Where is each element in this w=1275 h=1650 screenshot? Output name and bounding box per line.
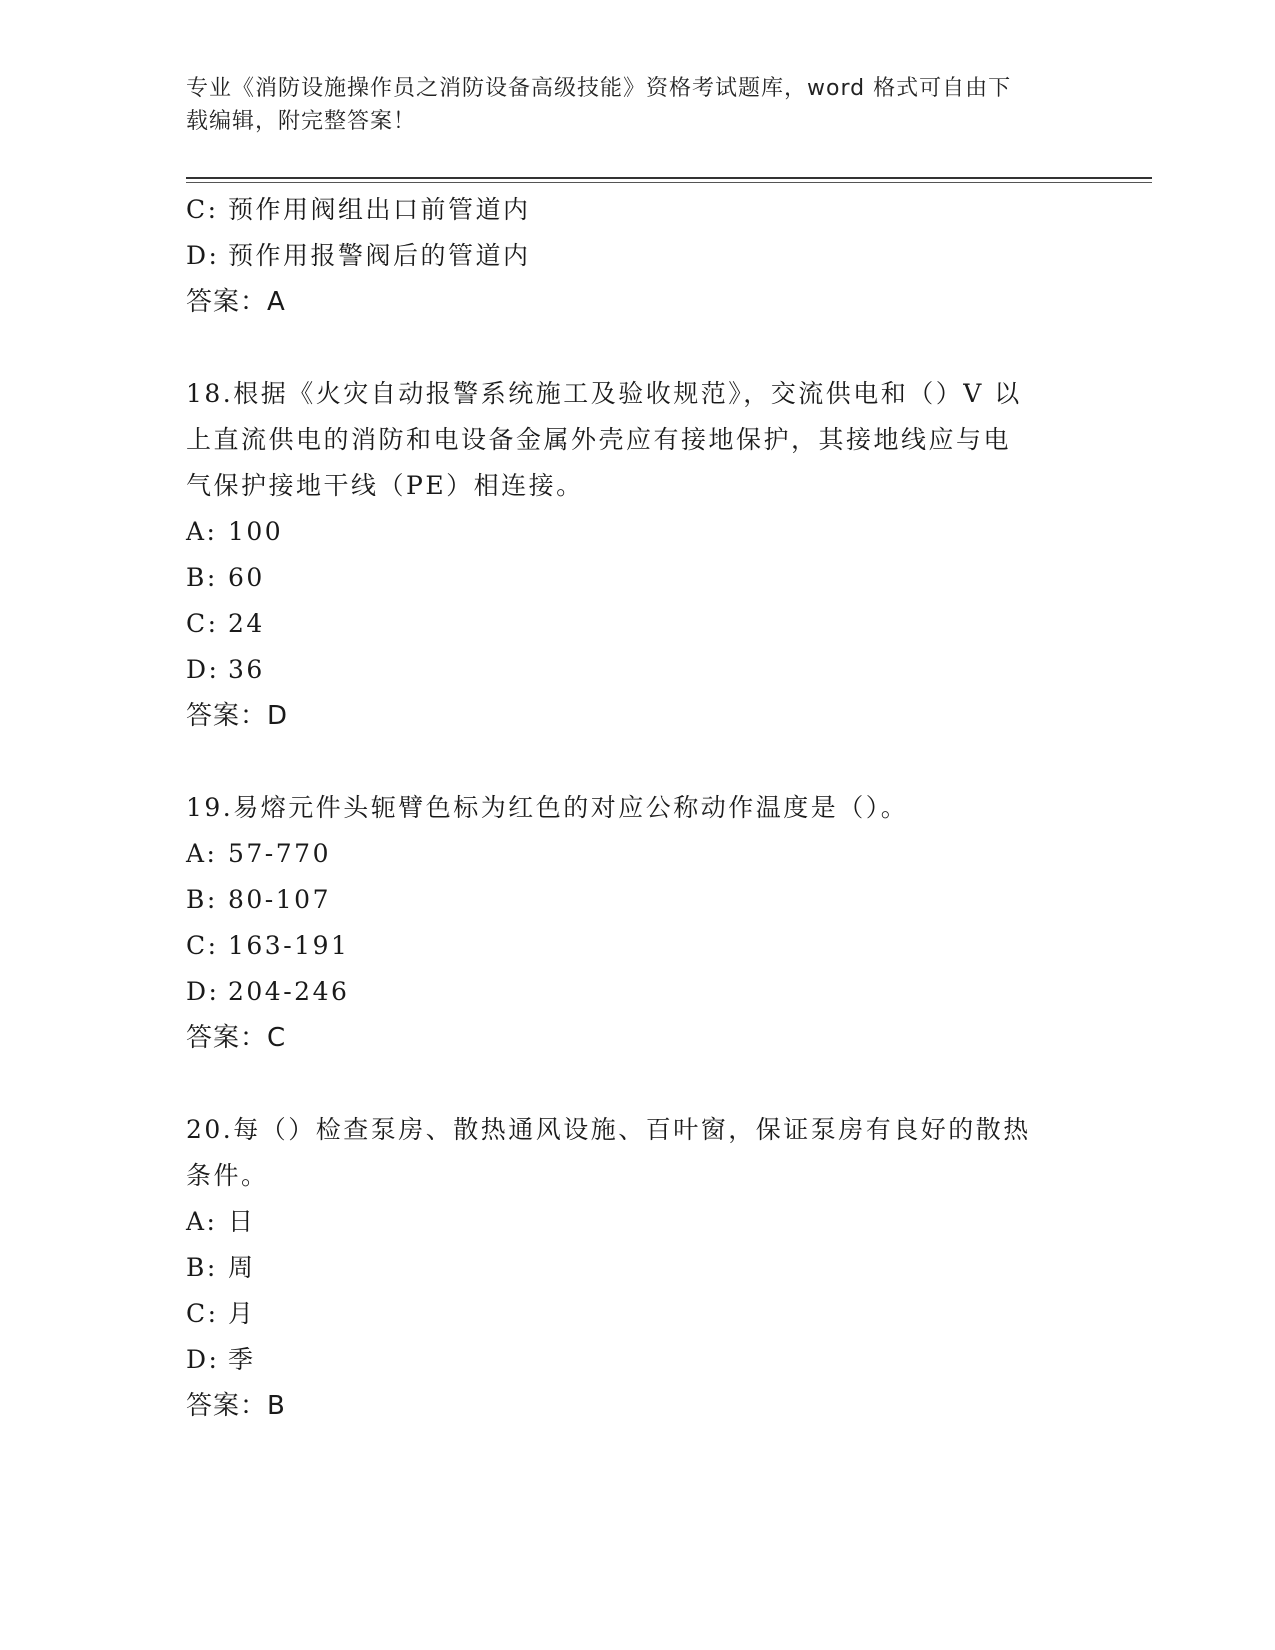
option-key: C: bbox=[186, 195, 219, 224]
question-stem bbox=[186, 1107, 1066, 1199]
option-text: 163-191 bbox=[228, 931, 350, 960]
option-key: C: bbox=[186, 1299, 219, 1328]
option-d bbox=[186, 233, 1066, 279]
option-a bbox=[186, 1199, 1066, 1245]
answer-line: 答案：D bbox=[186, 701, 289, 731]
option-text: 57-770 bbox=[228, 839, 331, 868]
option-key: B: bbox=[186, 1253, 218, 1282]
spacer bbox=[186, 739, 1066, 785]
option-text: 204-246 bbox=[228, 977, 350, 1006]
question-20 bbox=[186, 1107, 1066, 1429]
option-text: 24 bbox=[228, 609, 265, 638]
header-line-1: 专业《消防设施操作员之消防设备高级技能》资格考试题库，word 格式可自由下 bbox=[186, 76, 1012, 101]
option-key: A: bbox=[186, 1207, 218, 1236]
option-d bbox=[186, 647, 1066, 693]
header-line-2: 载编辑，附完整答案！ bbox=[186, 109, 417, 134]
option-text: 80-107 bbox=[228, 885, 331, 914]
option-text: 60 bbox=[228, 563, 265, 592]
option-key: D: bbox=[186, 977, 220, 1006]
option-key: B: bbox=[186, 563, 218, 592]
spacer bbox=[186, 325, 1066, 371]
question-line: 20.每（）检查泵房、散热通风设施、百叶窗，保证泵房有良好的散热 bbox=[186, 1115, 1031, 1144]
question-list bbox=[186, 187, 1066, 1429]
option-key: A: bbox=[186, 517, 218, 546]
option-key: D: bbox=[186, 655, 220, 684]
question-17-tail bbox=[186, 187, 1066, 325]
option-text: 36 bbox=[228, 655, 265, 684]
question-line: 条件。 bbox=[186, 1161, 269, 1190]
option-a bbox=[186, 831, 1066, 877]
answer-line: 答案：C bbox=[186, 1023, 287, 1053]
option-c bbox=[186, 923, 1066, 969]
option-text: 周 bbox=[228, 1253, 256, 1282]
option-key: C: bbox=[186, 609, 219, 638]
answer-line: 答案：A bbox=[186, 287, 286, 317]
option-text: 预作用报警阀后的管道内 bbox=[228, 241, 531, 270]
question-line: 18.根据《火灾自动报警系统施工及验收规范》，交流供电和（）V 以 bbox=[186, 379, 1022, 408]
option-b bbox=[186, 555, 1066, 601]
spacer bbox=[186, 1061, 1066, 1107]
option-d bbox=[186, 969, 1066, 1015]
question-stem bbox=[186, 785, 1066, 831]
question-line: 19.易熔元件头轭臂色标为红色的对应公称动作温度是（）。 bbox=[186, 793, 909, 822]
option-text: 季 bbox=[228, 1345, 256, 1374]
question-line: 上直流供电的消防和电设备金属外壳应有接地保护，其接地线应与电 bbox=[186, 425, 1012, 454]
question-19 bbox=[186, 785, 1066, 1061]
question-stem bbox=[186, 371, 1066, 509]
option-a bbox=[186, 509, 1066, 555]
option-b bbox=[186, 1245, 1066, 1291]
option-text: 月 bbox=[228, 1299, 256, 1328]
option-key: C: bbox=[186, 931, 219, 960]
document-header bbox=[186, 72, 1066, 138]
option-key: A: bbox=[186, 839, 218, 868]
question-line: 气保护接地干线（PE）相连接。 bbox=[186, 471, 584, 500]
option-text: 预作用阀组出口前管道内 bbox=[228, 195, 531, 224]
option-c bbox=[186, 187, 1066, 233]
option-text: 100 bbox=[228, 517, 284, 546]
option-d bbox=[186, 1337, 1066, 1383]
option-c bbox=[186, 1291, 1066, 1337]
header-divider-thick bbox=[186, 177, 1152, 179]
header-divider-thin bbox=[186, 182, 1152, 183]
option-c bbox=[186, 601, 1066, 647]
question-18 bbox=[186, 371, 1066, 739]
option-key: D: bbox=[186, 241, 220, 270]
option-key: B: bbox=[186, 885, 218, 914]
option-key: D: bbox=[186, 1345, 220, 1374]
option-b bbox=[186, 877, 1066, 923]
option-text: 日 bbox=[228, 1207, 256, 1236]
answer-line: 答案：B bbox=[186, 1391, 286, 1421]
